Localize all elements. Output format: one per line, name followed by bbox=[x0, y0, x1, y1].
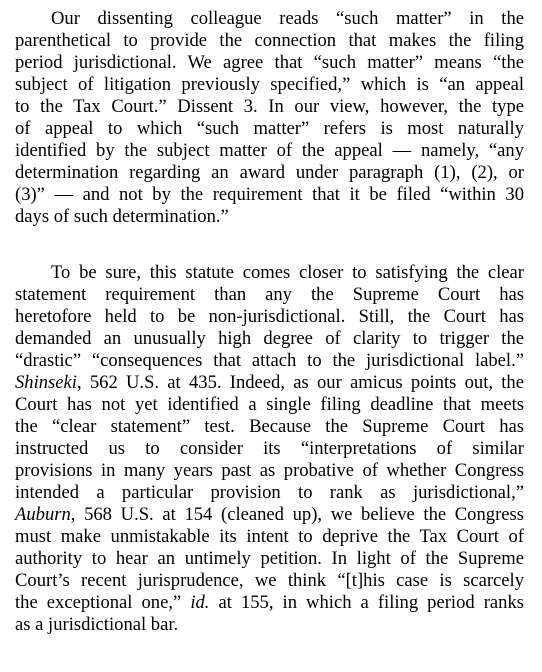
text-segment: demanded an unusually high degree of clarity to trigger the bbox=[15, 328, 524, 349]
text-segment: the exceptional one,” bbox=[15, 592, 191, 613]
text-line bbox=[15, 482, 524, 504]
text-line bbox=[15, 328, 524, 350]
text-segment: “drastic” “consequences that attach to the jurisdictional label.” bbox=[15, 350, 524, 371]
text-line bbox=[15, 74, 524, 96]
text-segment: must make unmistakable its intent to deprive the Tax Court of bbox=[15, 526, 524, 547]
text-line bbox=[15, 614, 524, 636]
text-line bbox=[15, 306, 524, 328]
text-segment: period jurisdictional. We agree that “such matter” means “the bbox=[15, 52, 524, 73]
text-line bbox=[15, 570, 524, 592]
text-line bbox=[15, 30, 524, 52]
text-line bbox=[15, 548, 524, 570]
text-line bbox=[51, 262, 524, 284]
text-segment: statement requirement than any the Supreme Court has bbox=[15, 284, 524, 305]
text-segment: the “clear statement” test. Because the Supreme Court has bbox=[15, 416, 524, 437]
text-segment: as a jurisdictional bar. bbox=[15, 614, 179, 635]
text-segment: , 562 U.S. at 435. Indeed, as our amicus points out, the bbox=[76, 372, 524, 393]
text-line bbox=[15, 372, 524, 394]
text-segment: at 155, in which a filing period ranks bbox=[209, 592, 524, 613]
text-line bbox=[15, 416, 524, 438]
text-line bbox=[15, 206, 524, 228]
text-line bbox=[15, 504, 524, 526]
text-line bbox=[15, 460, 524, 482]
text-segment: days of such determination.” bbox=[15, 206, 229, 227]
text-segment: provisions in many years past as probative of whether Congress bbox=[15, 460, 524, 481]
text-segment: heretofore held to be non-jurisdictional. Still, the Court has bbox=[15, 306, 524, 327]
text-segment: authority to hear an untimely petition. In light of the Supreme bbox=[15, 548, 524, 569]
text-line bbox=[51, 8, 524, 30]
text-segment: identified by the subject matter of the appeal — namely, “any bbox=[15, 140, 524, 161]
text-segment: To be sure, this statute comes closer to satisfying the clear bbox=[51, 262, 524, 283]
text-segment: Court has not yet identified a single filing deadline that meets bbox=[15, 394, 524, 415]
text-line bbox=[15, 284, 524, 306]
text-segment: determination regarding an award under paragraph (1), (2), or bbox=[15, 162, 524, 183]
case-citation-italic: id. bbox=[190, 592, 210, 613]
text-segment: to the Tax Court.” Dissent 3. In our view, however, the type bbox=[15, 96, 524, 117]
text-line bbox=[15, 96, 524, 118]
text-segment: intended a particular provision to rank as jurisdictional,” bbox=[15, 482, 524, 503]
text-line bbox=[15, 52, 524, 74]
text-segment: subject of litigation previously specified,” which is “an appeal bbox=[15, 74, 524, 95]
text-segment: (3)” — and not by the requirement that it be filed “within 30 bbox=[15, 184, 524, 205]
text-line bbox=[15, 526, 524, 548]
text-line bbox=[15, 162, 524, 184]
text-line bbox=[15, 118, 524, 140]
text-segment: instructed us to consider its “interpretations of similar bbox=[15, 438, 524, 459]
text-segment: parenthetical to provide the connection that makes the filing bbox=[15, 30, 524, 51]
text-segment: Our dissenting colleague reads “such matter” in the bbox=[51, 8, 524, 29]
case-citation-italic: Shinseki bbox=[15, 372, 77, 393]
text-segment: of appeal to which “such matter” refers is most naturally bbox=[15, 118, 524, 139]
text-line bbox=[15, 350, 524, 372]
case-citation-italic: Auburn bbox=[15, 504, 71, 525]
text-line bbox=[15, 140, 524, 162]
text-line bbox=[15, 184, 524, 206]
text-segment: Court’s recent jurisprudence, we think “[t]his case is scarcely bbox=[15, 570, 524, 591]
text-line bbox=[15, 438, 524, 460]
text-line bbox=[15, 592, 524, 614]
text-segment: , 568 U.S. at 154 (cleaned up), we believe the Congress bbox=[70, 504, 524, 525]
text-line bbox=[15, 394, 524, 416]
